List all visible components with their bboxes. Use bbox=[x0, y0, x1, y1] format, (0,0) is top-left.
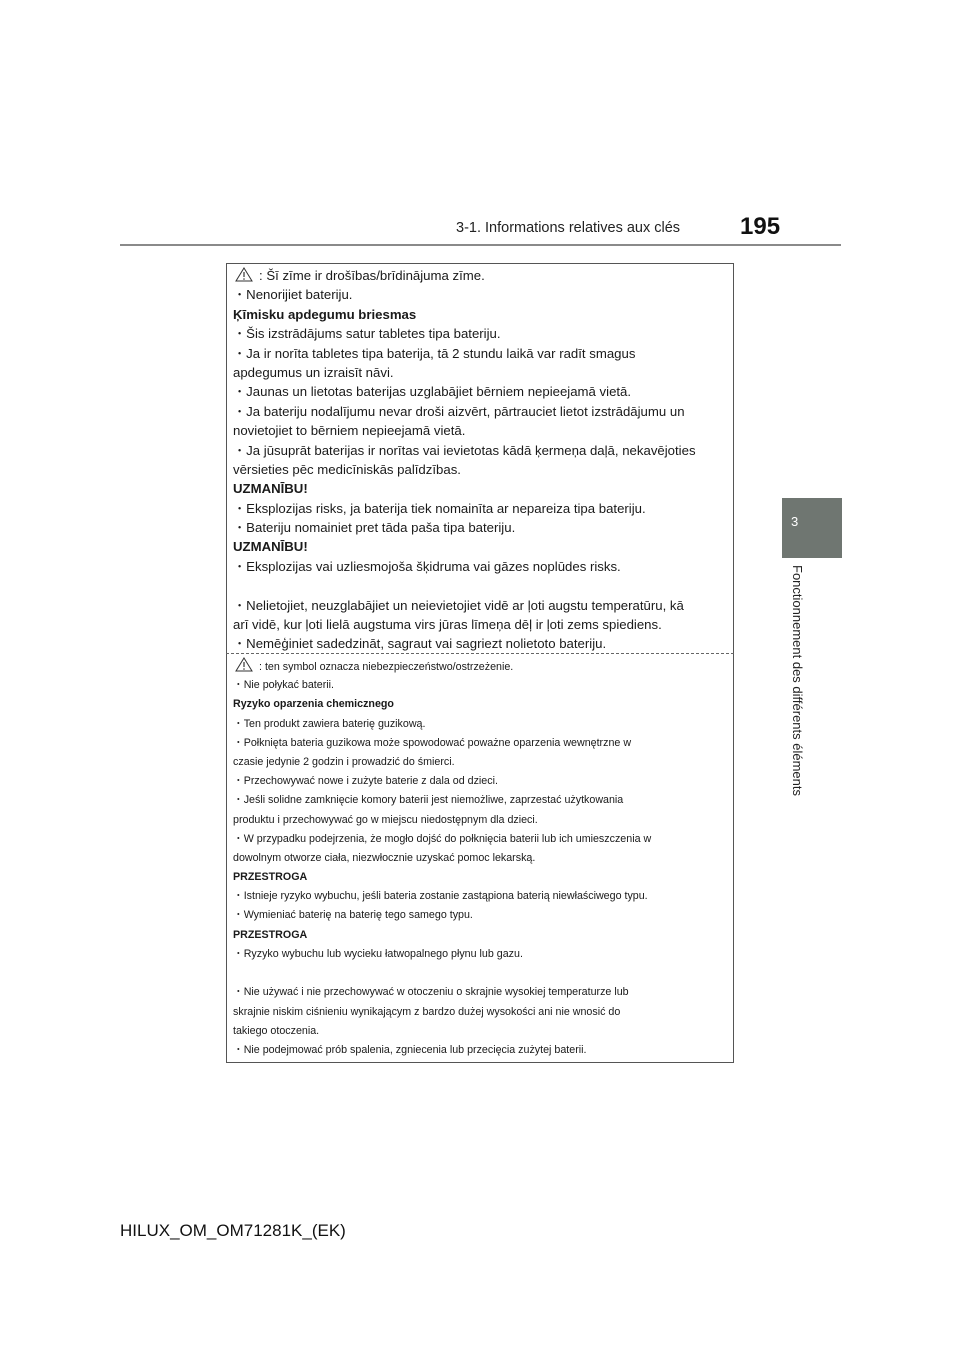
polish-line: dowolnym otworze ciała, niezwłocznie uzyskać pomoc lekarską. bbox=[233, 851, 536, 864]
latvian-line: ・Jaunas un lietotas baterijas uzglabājiet bērniem nepieejamā vietā. bbox=[233, 384, 632, 400]
polish-line: czasie jedynie 2 godzin i prowadzić do śmierci. bbox=[233, 755, 455, 768]
chapter-side-label bbox=[790, 565, 806, 805]
latvian-heading: Ķīmisku apdegumu briesmas bbox=[233, 306, 417, 322]
polish-line: ・Nie podejmować prób spalenia, zgniecenia lub przecięcia zużytej baterii. bbox=[233, 1043, 587, 1056]
chapter-side-label-text: Fonctionnement des différents éléments bbox=[790, 565, 805, 797]
polish-line: ・Nie połykać baterii. bbox=[233, 679, 334, 692]
polish-line: ・Połknięta bateria guzikowa może spowodować poważne oparzenia wewnętrzne w bbox=[233, 736, 632, 749]
latvian-caution-heading: UZMANĪBU! bbox=[233, 481, 308, 497]
polish-symbol-note: : ten symbol oznacza niebezpieczeństwo/ostrzeżenie. bbox=[259, 661, 514, 673]
footer-document-id: HILUX_OM_OM71281K_(EK) bbox=[120, 1221, 346, 1240]
polish-line: ・Nie używać i nie przechowywać w otoczeniu o skrajnie wysokiej temperaturze lub bbox=[233, 986, 629, 999]
polish-warning-block bbox=[233, 657, 728, 1060]
latvian-line: ・Ja ir norīta tabletes tipa baterija, tā 2 stundu laikā var radīt smagus bbox=[233, 345, 636, 361]
polish-line: skrajnie niskim ciśnieniu wynikającym z bardzo dużej wysokości ani nie wnosić do bbox=[233, 1005, 621, 1018]
polish-line: ・Ten produkt zawiera baterię guzikową. bbox=[233, 717, 426, 730]
latvian-line: ・Šis izstrādājums satur tabletes tipa bateriju. bbox=[233, 326, 501, 342]
latvian-line: ・Nelietojiet, neuzglabājiet un neievietojiet vidē ar ļoti augstu temperatūru, kā bbox=[233, 597, 684, 613]
header-rule bbox=[120, 244, 841, 246]
warning-triangle-icon bbox=[235, 657, 253, 672]
latvian-line: novietojiet to bērniem nepieejamā vietā. bbox=[233, 423, 466, 439]
polish-line: ・Przechowywać nowe i zużyte baterie z dala od dzieci. bbox=[233, 775, 498, 788]
latvian-line: ・Ja jūsuprāt baterijas ir norītas vai ievietotas kādā ķermeņa daļā, nekavējoties bbox=[233, 442, 696, 458]
polish-heading: Ryzyko oparzenia chemicznego bbox=[233, 698, 394, 711]
header-section-title: 3-1. Informations relatives aux clés bbox=[456, 220, 681, 236]
chapter-number: 3 bbox=[791, 514, 799, 529]
page-number: 195 bbox=[740, 213, 781, 240]
latvian-blank-line bbox=[233, 576, 728, 595]
polish-line: ・Ryzyko wybuchu lub wycieku łatwopalnego płynu lub gazu. bbox=[233, 947, 523, 960]
chapter-tab bbox=[782, 498, 842, 558]
latvian-line: ・Nenorijiet bateriju. bbox=[233, 287, 353, 303]
polish-symbol-line bbox=[233, 657, 728, 676]
polish-line: produktu i przechowywać go w miejscu niedostępnym dla dzieci. bbox=[233, 813, 538, 826]
latvian-symbol-line bbox=[233, 266, 728, 285]
polish-line: ・Istnieje ryzyko wybuchu, jeśli bateria zostanie zastąpiona baterią niewłaściwego typu. bbox=[233, 890, 648, 903]
latvian-symbol-note: : Šī zīme ir drošības/brīdinājuma zīme. bbox=[259, 268, 485, 283]
latvian-line: ・Ja bateriju nodalījumu nevar droši aizvērt, pārtrauciet lietot izstrādājumu un bbox=[233, 403, 685, 419]
latvian-line: ・Eksplozijas risks, ja baterija tiek nomainīta ar nepareiza tipa bateriju. bbox=[233, 500, 646, 516]
polish-line: takiego otoczenia. bbox=[233, 1024, 320, 1037]
polish-caution-heading: PRZESTROGA bbox=[233, 871, 308, 884]
latvian-line: arī vidē, kur ļoti lielā augstuma virs jūras līmeņa dēļ ir ļoti zems spiediens. bbox=[233, 617, 662, 633]
latvian-caution-heading: UZMANĪBU! bbox=[233, 539, 308, 555]
warning-triangle-icon bbox=[235, 267, 253, 282]
latvian-line: ・Eksplozijas vai uzliesmojoša šķidruma vai gāzes noplūdes risks. bbox=[233, 558, 621, 574]
latvian-warning-block bbox=[233, 266, 728, 654]
polish-line: ・Wymieniać baterię na baterię tego samego typu. bbox=[233, 909, 473, 922]
latvian-line: apdegumus un izraisīt nāvi. bbox=[233, 364, 394, 380]
polish-line: ・Jeśli solidne zamknięcie komory baterii jest niemożliwe, zaprzestać użytkowania bbox=[233, 794, 624, 807]
polish-line: ・W przypadku podejrzenia, że mogło dojść do połknięcia baterii lub ich umieszczenia w bbox=[233, 832, 652, 845]
latvian-line: vērsieties pēc medicīniskās palīdzības. bbox=[233, 461, 461, 477]
latvian-line: ・Bateriju nomainiet pret tāda paša tipa bateriju. bbox=[233, 520, 516, 536]
polish-caution-heading: PRZESTROGA bbox=[233, 928, 308, 941]
polish-blank-line bbox=[233, 964, 728, 983]
latvian-line: ・Nemēģiniet sadedzināt, sagraut vai sagriezt nolietoto bateriju. bbox=[233, 636, 607, 652]
